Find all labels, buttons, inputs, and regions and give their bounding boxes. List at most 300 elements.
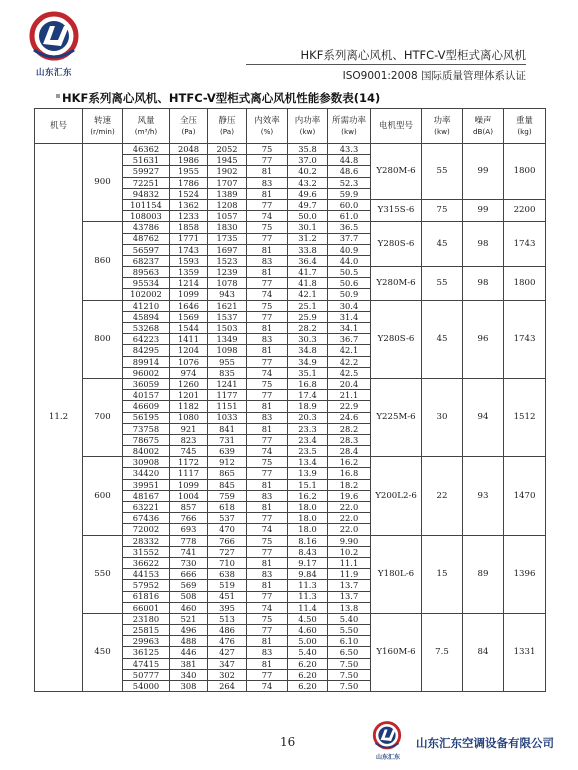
required-power-cell: 30.4 [328, 300, 371, 311]
static-pressure-cell: 731 [208, 434, 247, 445]
required-power-cell: 37.7 [328, 233, 371, 244]
column-label: 内功率 [294, 116, 321, 127]
total-pressure-cell: 1743 [170, 244, 208, 255]
internal-power-cell: 31.2 [288, 233, 328, 244]
weight-cell: 1331 [504, 613, 546, 691]
efficiency-cell: 81 [247, 423, 288, 434]
static-pressure-cell: 759 [208, 490, 247, 501]
internal-power-cell: 17.4 [288, 390, 328, 401]
total-pressure-cell: 1117 [170, 468, 208, 479]
table-row [35, 300, 546, 311]
column-header [123, 109, 170, 144]
static-pressure-cell: 537 [208, 513, 247, 524]
efficiency-cell: 75 [247, 535, 288, 546]
required-power-cell: 52.3 [328, 177, 371, 188]
internal-power-cell: 13.4 [288, 457, 328, 468]
total-pressure-cell: 1214 [170, 278, 208, 289]
static-pressure-cell: 427 [208, 647, 247, 658]
efficiency-cell: 83 [247, 569, 288, 580]
efficiency-cell: 81 [247, 188, 288, 199]
logo-caption: 山东汇东 [35, 68, 72, 78]
efficiency-cell: 77 [247, 468, 288, 479]
motor-model-cell: Y315S-6 [371, 199, 422, 221]
column-header [208, 109, 247, 144]
total-pressure-cell: 1099 [170, 479, 208, 490]
static-pressure-cell: 1523 [208, 255, 247, 266]
required-power-cell: 13.7 [328, 591, 371, 602]
page-number: 16 [280, 735, 296, 749]
efficiency-cell: 77 [247, 591, 288, 602]
total-pressure-cell: 1524 [170, 188, 208, 199]
required-power-cell: 34.1 [328, 323, 371, 334]
static-pressure-cell: 1902 [208, 166, 247, 177]
efficiency-cell: 83 [247, 647, 288, 658]
static-pressure-cell: 1697 [208, 244, 247, 255]
required-power-cell: 24.6 [328, 412, 371, 423]
total-pressure-cell: 1359 [170, 267, 208, 278]
air-volume-cell: 44153 [123, 569, 170, 580]
air-volume-cell: 63221 [123, 502, 170, 513]
column-unit: (m³/h) [134, 126, 158, 136]
total-pressure-cell: 1099 [170, 289, 208, 300]
internal-power-cell: 6.20 [288, 658, 328, 669]
efficiency-cell: 74 [247, 524, 288, 535]
company-logo-icon [28, 10, 80, 68]
static-pressure-cell: 470 [208, 524, 247, 535]
internal-power-cell: 23.3 [288, 423, 328, 434]
air-volume-cell: 89914 [123, 356, 170, 367]
required-power-cell: 9.90 [328, 535, 371, 546]
required-power-cell: 6.50 [328, 647, 371, 658]
efficiency-cell: 75 [247, 300, 288, 311]
air-volume-cell: 25815 [123, 625, 170, 636]
motor-power-cell: 22 [422, 457, 463, 535]
total-pressure-cell: 1786 [170, 177, 208, 188]
required-power-cell: 13.8 [328, 602, 371, 613]
table-title: HKF系列离心风机、HTFC-V型柜式离心风机性能参数表(14) [62, 91, 381, 105]
noise-cell: 98 [463, 222, 504, 267]
motor-power-cell: 75 [422, 199, 463, 221]
air-volume-cell: 40157 [123, 390, 170, 401]
required-power-cell: 48.6 [328, 166, 371, 177]
weight-cell: 2200 [504, 199, 546, 221]
column-header [247, 109, 288, 144]
air-volume-cell: 96002 [123, 367, 170, 378]
column-header [170, 109, 208, 144]
required-power-cell: 44.8 [328, 155, 371, 166]
column-header [504, 109, 546, 144]
efficiency-cell: 77 [247, 546, 288, 557]
motor-model-cell: Y200L2-6 [371, 457, 422, 535]
motor-power-cell: 7.5 [422, 613, 463, 691]
footer-logo-caption: 山东汇东 [375, 754, 400, 761]
total-pressure-cell: 1204 [170, 345, 208, 356]
internal-power-cell: 18.0 [288, 502, 328, 513]
internal-power-cell: 4.50 [288, 613, 328, 624]
noise-cell: 99 [463, 199, 504, 221]
required-power-cell: 36.5 [328, 222, 371, 233]
static-pressure-cell: 519 [208, 580, 247, 591]
air-volume-cell: 64223 [123, 334, 170, 345]
column-label: 重量 [515, 116, 533, 127]
static-pressure-cell: 1945 [208, 155, 247, 166]
internal-power-cell: 18.0 [288, 524, 328, 535]
total-pressure-cell: 693 [170, 524, 208, 535]
required-power-cell: 7.50 [328, 669, 371, 680]
total-pressure-cell: 1172 [170, 457, 208, 468]
internal-power-cell: 40.2 [288, 166, 328, 177]
table-row [35, 457, 546, 468]
required-power-cell: 59.9 [328, 188, 371, 199]
static-pressure-cell: 1208 [208, 199, 247, 210]
column-header [83, 109, 123, 144]
total-pressure-cell: 1955 [170, 166, 208, 177]
motor-model-cell: Y280S-6 [371, 222, 422, 267]
efficiency-cell: 77 [247, 199, 288, 210]
total-pressure-cell: 381 [170, 658, 208, 669]
total-pressure-cell: 1771 [170, 233, 208, 244]
required-power-cell: 50.5 [328, 267, 371, 278]
efficiency-cell: 81 [247, 658, 288, 669]
internal-power-cell: 16.2 [288, 490, 328, 501]
air-volume-cell: 72251 [123, 177, 170, 188]
column-label: 机号 [49, 120, 67, 131]
efficiency-cell: 81 [247, 502, 288, 513]
total-pressure-cell: 823 [170, 434, 208, 445]
column-header [371, 109, 422, 144]
required-power-cell: 28.2 [328, 423, 371, 434]
static-pressure-cell: 1830 [208, 222, 247, 233]
air-volume-cell: 36622 [123, 557, 170, 568]
total-pressure-cell: 1986 [170, 155, 208, 166]
air-volume-cell: 31552 [123, 546, 170, 557]
internal-power-cell: 34.9 [288, 356, 328, 367]
column-header [463, 109, 504, 144]
total-pressure-cell: 921 [170, 423, 208, 434]
internal-power-cell: 30.1 [288, 222, 328, 233]
weight-cell: 1470 [504, 457, 546, 535]
internal-power-cell: 49.6 [288, 188, 328, 199]
air-volume-cell: 95534 [123, 278, 170, 289]
static-pressure-cell: 1621 [208, 300, 247, 311]
required-power-cell: 16.2 [328, 457, 371, 468]
static-pressure-cell: 1735 [208, 233, 247, 244]
total-pressure-cell: 666 [170, 569, 208, 580]
footer-logo-icon [372, 720, 402, 754]
required-power-cell: 11.9 [328, 569, 371, 580]
air-volume-cell: 54000 [123, 681, 170, 692]
static-pressure-cell: 1151 [208, 401, 247, 412]
machine-number-cell: 11.2 [35, 144, 83, 692]
column-unit: (kg) [517, 126, 532, 136]
required-power-cell: 10.2 [328, 546, 371, 557]
required-power-cell: 42.1 [328, 345, 371, 356]
static-pressure-cell: 841 [208, 423, 247, 434]
air-volume-cell: 41210 [123, 300, 170, 311]
internal-power-cell: 37.0 [288, 155, 328, 166]
internal-power-cell: 4.60 [288, 625, 328, 636]
air-volume-cell: 66001 [123, 602, 170, 613]
motor-model-cell: Y280M-6 [371, 144, 422, 200]
required-power-cell: 42.5 [328, 367, 371, 378]
column-unit: (Pa) [219, 126, 235, 136]
internal-power-cell: 42.1 [288, 289, 328, 300]
static-pressure-cell: 302 [208, 669, 247, 680]
total-pressure-cell: 488 [170, 636, 208, 647]
internal-power-cell: 13.9 [288, 468, 328, 479]
total-pressure-cell: 1233 [170, 211, 208, 222]
static-pressure-cell: 639 [208, 446, 247, 457]
internal-power-cell: 16.8 [288, 378, 328, 389]
weight-cell: 1743 [504, 300, 546, 378]
efficiency-cell: 77 [247, 625, 288, 636]
internal-power-cell: 49.7 [288, 199, 328, 210]
static-pressure-cell: 727 [208, 546, 247, 557]
required-power-cell: 13.7 [328, 580, 371, 591]
efficiency-cell: 75 [247, 144, 288, 155]
internal-power-cell: 6.20 [288, 669, 328, 680]
static-pressure-cell: 943 [208, 289, 247, 300]
required-power-cell: 5.50 [328, 625, 371, 636]
static-pressure-cell: 835 [208, 367, 247, 378]
speed-cell: 450 [83, 613, 123, 691]
motor-power-cell: 55 [422, 144, 463, 200]
required-power-cell: 28.4 [328, 446, 371, 457]
efficiency-cell: 74 [247, 446, 288, 457]
required-power-cell: 61.0 [328, 211, 371, 222]
total-pressure-cell: 521 [170, 613, 208, 624]
table-row [35, 613, 546, 624]
air-volume-cell: 89563 [123, 267, 170, 278]
internal-power-cell: 18.9 [288, 401, 328, 412]
total-pressure-cell: 1858 [170, 222, 208, 233]
total-pressure-cell: 1076 [170, 356, 208, 367]
total-pressure-cell: 1260 [170, 378, 208, 389]
column-unit: (Pa) [181, 126, 196, 136]
total-pressure-cell: 496 [170, 625, 208, 636]
efficiency-cell: 74 [247, 602, 288, 613]
efficiency-cell: 75 [247, 613, 288, 624]
column-header [288, 109, 328, 144]
header-certification: ISO9001:2008 国际质量管理体系认证 [342, 70, 526, 82]
air-volume-cell: 30908 [123, 457, 170, 468]
required-power-cell: 5.40 [328, 613, 371, 624]
column-header [328, 109, 371, 144]
total-pressure-cell: 745 [170, 446, 208, 457]
static-pressure-cell: 1098 [208, 345, 247, 356]
static-pressure-cell: 845 [208, 479, 247, 490]
weight-cell: 1512 [504, 378, 546, 456]
total-pressure-cell: 857 [170, 502, 208, 513]
weight-cell: 1800 [504, 267, 546, 301]
total-pressure-cell: 1569 [170, 311, 208, 322]
column-label: 全压 [179, 116, 197, 127]
efficiency-cell: 77 [247, 155, 288, 166]
air-volume-cell: 47415 [123, 658, 170, 669]
internal-power-cell: 18.0 [288, 513, 328, 524]
efficiency-cell: 81 [247, 345, 288, 356]
efficiency-cell: 81 [247, 244, 288, 255]
noise-cell: 89 [463, 535, 504, 613]
efficiency-cell: 83 [247, 490, 288, 501]
air-volume-cell: 46609 [123, 401, 170, 412]
air-volume-cell: 56195 [123, 412, 170, 423]
internal-power-cell: 15.1 [288, 479, 328, 490]
required-power-cell: 16.8 [328, 468, 371, 479]
efficiency-cell: 77 [247, 278, 288, 289]
required-power-cell: 42.2 [328, 356, 371, 367]
internal-power-cell: 25.9 [288, 311, 328, 322]
total-pressure-cell: 730 [170, 557, 208, 568]
required-power-cell: 60.0 [328, 199, 371, 210]
air-volume-cell: 36125 [123, 647, 170, 658]
air-volume-cell: 102002 [123, 289, 170, 300]
total-pressure-cell: 460 [170, 602, 208, 613]
air-volume-cell: 72002 [123, 524, 170, 535]
efficiency-cell: 81 [247, 636, 288, 647]
efficiency-cell: 75 [247, 457, 288, 468]
air-volume-cell: 45894 [123, 311, 170, 322]
total-pressure-cell: 974 [170, 367, 208, 378]
efficiency-cell: 83 [247, 255, 288, 266]
static-pressure-cell: 1239 [208, 267, 247, 278]
internal-power-cell: 41.7 [288, 267, 328, 278]
static-pressure-cell: 1033 [208, 412, 247, 423]
static-pressure-cell: 638 [208, 569, 247, 580]
internal-power-cell: 6.20 [288, 681, 328, 692]
static-pressure-cell: 618 [208, 502, 247, 513]
static-pressure-cell: 766 [208, 535, 247, 546]
required-power-cell: 22.0 [328, 513, 371, 524]
motor-power-cell: 55 [422, 267, 463, 301]
noise-cell: 84 [463, 613, 504, 691]
total-pressure-cell: 2048 [170, 144, 208, 155]
title-bullet [56, 94, 60, 98]
total-pressure-cell: 1201 [170, 390, 208, 401]
motor-model-cell: Y225M-6 [371, 378, 422, 456]
required-power-cell: 7.50 [328, 658, 371, 669]
motor-power-cell: 30 [422, 378, 463, 456]
table-row [35, 535, 546, 546]
column-header [35, 109, 83, 144]
weight-cell: 1396 [504, 535, 546, 613]
air-volume-cell: 67436 [123, 513, 170, 524]
column-label: 所需功率 [331, 116, 366, 127]
total-pressure-cell: 569 [170, 580, 208, 591]
efficiency-cell: 83 [247, 412, 288, 423]
header-divider [246, 64, 526, 65]
air-volume-cell: 23180 [123, 613, 170, 624]
required-power-cell: 11.1 [328, 557, 371, 568]
internal-power-cell: 41.8 [288, 278, 328, 289]
internal-power-cell: 28.2 [288, 323, 328, 334]
internal-power-cell: 9.84 [288, 569, 328, 580]
static-pressure-cell: 476 [208, 636, 247, 647]
internal-power-cell: 5.40 [288, 647, 328, 658]
column-label: 风量 [137, 116, 155, 127]
noise-cell: 94 [463, 378, 504, 456]
internal-power-cell: 8.43 [288, 546, 328, 557]
air-volume-cell: 51631 [123, 155, 170, 166]
total-pressure-cell: 766 [170, 513, 208, 524]
efficiency-cell: 77 [247, 669, 288, 680]
internal-power-cell: 36.4 [288, 255, 328, 266]
required-power-cell: 22.9 [328, 401, 371, 412]
speed-cell: 860 [83, 222, 123, 300]
air-volume-cell: 46362 [123, 144, 170, 155]
column-unit: (kw) [299, 126, 316, 136]
air-volume-cell: 39951 [123, 479, 170, 490]
total-pressure-cell: 1646 [170, 300, 208, 311]
efficiency-cell: 81 [247, 323, 288, 334]
required-power-cell: 21.1 [328, 390, 371, 401]
internal-power-cell: 23.5 [288, 446, 328, 457]
air-volume-cell: 50777 [123, 669, 170, 680]
column-unit: dB(A) [472, 126, 494, 136]
efficiency-cell: 77 [247, 434, 288, 445]
column-label: 转速 [93, 116, 111, 127]
efficiency-cell: 81 [247, 166, 288, 177]
motor-model-cell: Y180L-6 [371, 535, 422, 613]
column-label: 噪声 [474, 116, 492, 127]
air-volume-cell: 59927 [123, 166, 170, 177]
motor-model-cell: Y160M-6 [371, 613, 422, 691]
required-power-cell: 50.9 [328, 289, 371, 300]
air-volume-cell: 73758 [123, 423, 170, 434]
efficiency-cell: 74 [247, 289, 288, 300]
efficiency-cell: 81 [247, 479, 288, 490]
total-pressure-cell: 340 [170, 669, 208, 680]
speed-cell: 550 [83, 535, 123, 613]
performance-table [34, 108, 546, 692]
efficiency-cell: 83 [247, 334, 288, 345]
total-pressure-cell: 446 [170, 647, 208, 658]
air-volume-cell: 101154 [123, 199, 170, 210]
air-volume-cell: 34420 [123, 468, 170, 479]
total-pressure-cell: 308 [170, 681, 208, 692]
table-row [35, 144, 546, 155]
static-pressure-cell: 865 [208, 468, 247, 479]
internal-power-cell: 20.3 [288, 412, 328, 423]
static-pressure-cell: 710 [208, 557, 247, 568]
noise-cell: 96 [463, 300, 504, 378]
efficiency-cell: 74 [247, 211, 288, 222]
static-pressure-cell: 395 [208, 602, 247, 613]
static-pressure-cell: 1389 [208, 188, 247, 199]
static-pressure-cell: 1537 [208, 311, 247, 322]
motor-power-cell: 45 [422, 300, 463, 378]
required-power-cell: 40.9 [328, 244, 371, 255]
efficiency-cell: 81 [247, 580, 288, 591]
internal-power-cell: 11.3 [288, 580, 328, 591]
static-pressure-cell: 451 [208, 591, 247, 602]
efficiency-cell: 77 [247, 513, 288, 524]
column-label: 内效率 [254, 116, 280, 127]
motor-model-cell: Y280M-6 [371, 267, 422, 301]
column-label: 静压 [218, 116, 236, 127]
column-label: 功率 [433, 116, 451, 127]
required-power-cell: 22.0 [328, 502, 371, 513]
static-pressure-cell: 1503 [208, 323, 247, 334]
internal-power-cell: 25.1 [288, 300, 328, 311]
total-pressure-cell: 1182 [170, 401, 208, 412]
table-header-row [35, 109, 546, 144]
header-product-line: HKF系列离心风机、HTFC-V型柜式离心风机 [300, 48, 526, 62]
static-pressure-cell: 1241 [208, 378, 247, 389]
internal-power-cell: 50.0 [288, 211, 328, 222]
required-power-cell: 28.3 [328, 434, 371, 445]
efficiency-cell: 77 [247, 233, 288, 244]
